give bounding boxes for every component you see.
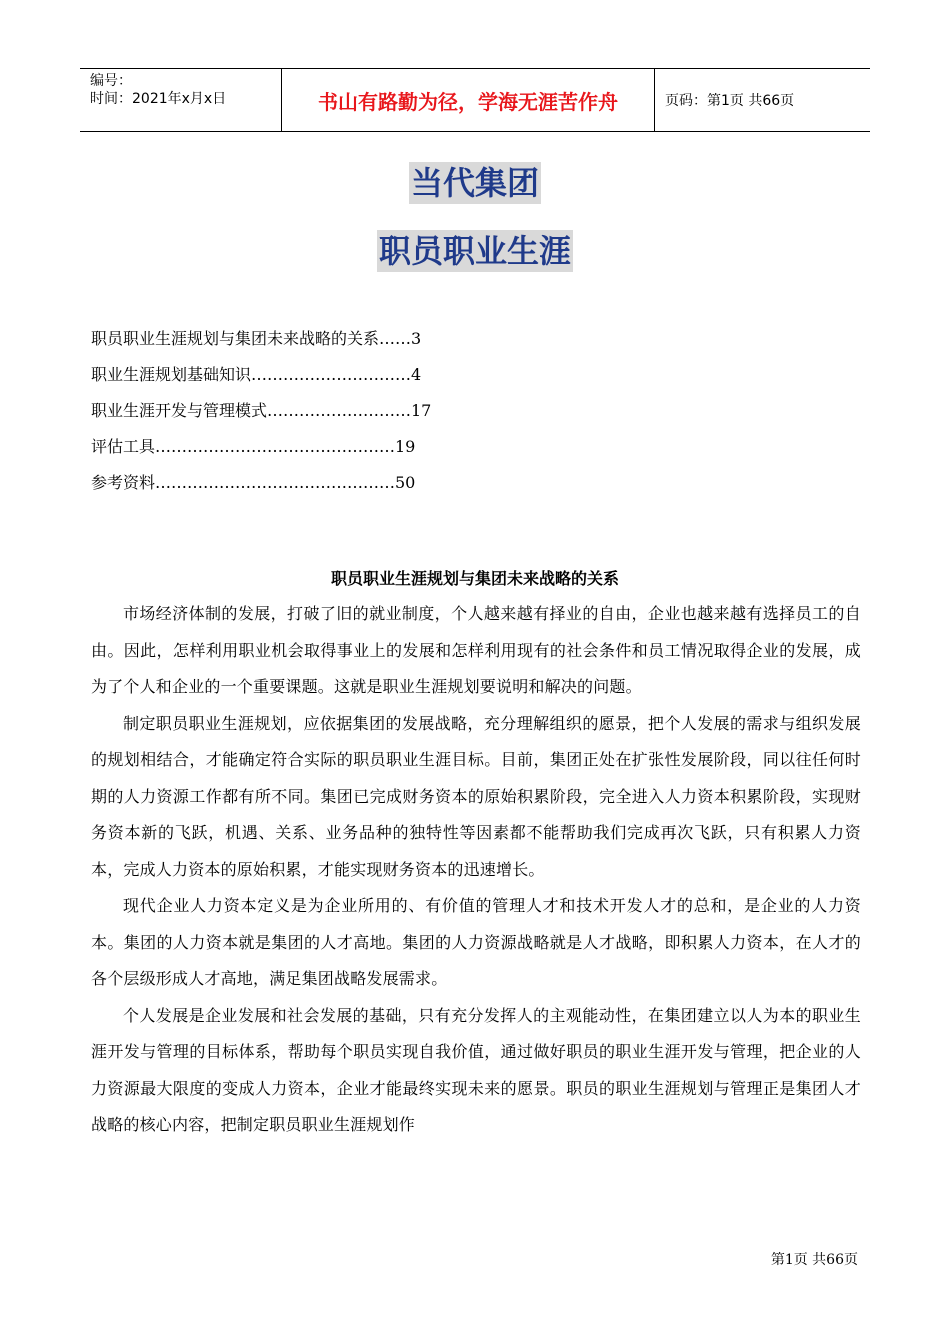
toc-entry: 职业生涯规划基础知识…………………………4 xyxy=(91,365,422,384)
document-header xyxy=(80,68,870,132)
toc-entry: 职业生涯开发与管理模式………………………17 xyxy=(91,401,432,420)
header-motto: 书山有路勤为径，学海无涯苦作舟 xyxy=(282,69,655,131)
body-paragraph: 现代企业人力资本定义是为企业所用的、有价值的管理人才和技术开发人才的总和，是企业的人力资本。集团的人力资本就是集团的人才高地。集团的人力资源战略就是人才战略，即积累人力资本，在人才的各个层级形成人才高地，满足集团战略发展需求。 xyxy=(91,896,861,988)
section-body xyxy=(91,596,861,1144)
body-paragraph: 制定职员职业生涯规划，应依据集团的发展战略，充分理解组织的愿景，把个人发展的需求与组织发展的规划相结合，才能确定符合实际的职员职业生涯目标。目前，集团正处在扩张性发展阶段，同以往任何时期的人力资源工作都有所不同。集团已完成财务资本的原始积累阶段，完全进入人力资本积累阶段，实现财务资本新的飞跃，机遇、关系、业务品种的独特性等因素都不能帮助我们完成再次飞跃，只有积累人力资本，完成人力资本的原始积累，才能实现财务资本的迅速增长。 xyxy=(91,713,861,879)
document-title-line1 xyxy=(0,158,950,204)
section-heading: 职员职业生涯规划与集团未来战略的关系 xyxy=(330,569,619,588)
toc-entry: 参考资料………………………………………50 xyxy=(91,473,416,492)
page-footer: 第1页 共66页 xyxy=(770,1252,858,1268)
document-title-line2 xyxy=(0,226,950,272)
toc-entry: 评估工具………………………………………19 xyxy=(91,437,416,456)
table-of-contents xyxy=(91,321,591,501)
header-time-label: 时间：2021年x月x日 xyxy=(90,91,227,107)
header-meta-cell xyxy=(80,69,282,131)
header-page-info: 页码：第1页 共66页 xyxy=(665,93,795,109)
toc-entry: 职员职业生涯规划与集团未来战略的关系……3 xyxy=(91,329,422,348)
body-paragraph: 个人发展是企业发展和社会发展的基础，只有充分发挥人的主观能动性，在集团建立以人为本的职业生涯开发与管理的目标体系，帮助每个职员实现自我价值，通过做好职员的职业生涯开发与管理，把企业的人力资源最大限度的变成人力资本，企业才能最终实现未来的愿景。职员的职业生涯规划与管理正是集团人才战略的核心内容，把制定职员职业生涯规划作 xyxy=(91,1005,861,1134)
title-line1-text: 当代集团 xyxy=(410,164,539,202)
title-line2-text: 职员职业生涯 xyxy=(378,232,571,270)
body-paragraph: 市场经济体制的发展，打破了旧的就业制度，个人越来越有择业的自由，企业也越来越有选择员工的自由。因此，怎样利用职业机会取得事业上的发展和怎样利用现有的社会条件和员工情况取得企业的发展，成为了个人和企业的一个重要课题。这就是职业生涯规划要说明和解决的问题。 xyxy=(91,604,861,696)
header-number-label: 编号： xyxy=(90,73,132,89)
